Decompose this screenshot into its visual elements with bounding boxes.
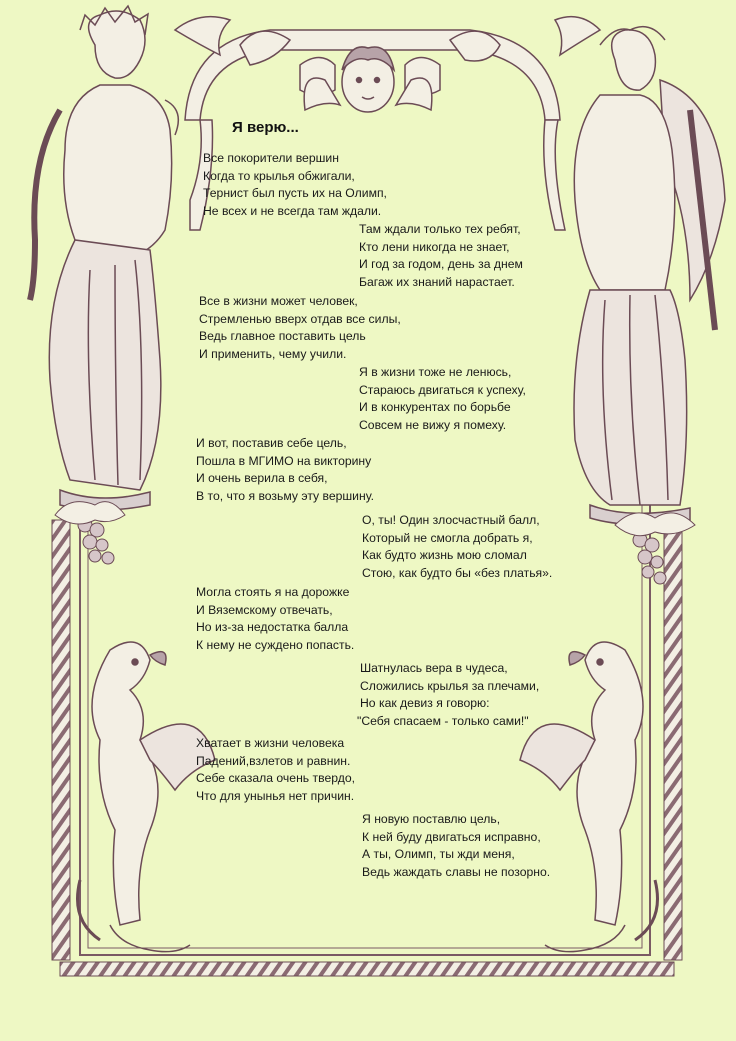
poem-line: Стою, как будто бы «без платья». xyxy=(362,565,553,580)
poem-line: Который не смогла добрать я, xyxy=(362,530,533,545)
stanza-1 xyxy=(203,150,387,220)
poem-line: Все покорители вершин xyxy=(203,151,339,165)
poem-line: Багаж их знаний нарастает. xyxy=(359,274,515,289)
poem-line: Сложились крылья за плечами, xyxy=(360,678,540,693)
poem-line: А ты, Олимп, ты жди меня, xyxy=(362,847,515,861)
poem-line: Там ждали только тех ребят, xyxy=(359,222,521,236)
poem-line: И вот, поставив себе цель, xyxy=(196,436,347,450)
poem-line: Я в жизни тоже не ленюсь, xyxy=(359,365,512,379)
poem-line: Когда то крылья обжигали, xyxy=(203,168,355,183)
cherub-head xyxy=(304,47,432,112)
poem-line: Ведь главное поставить цель xyxy=(199,329,366,343)
stanza-10 xyxy=(362,811,550,881)
stanza-8 xyxy=(357,660,540,730)
poem-line: Падений,взлетов и равнин. xyxy=(196,753,351,768)
poem-line: И очень верила в себя, xyxy=(196,471,328,485)
right-griffin xyxy=(520,642,658,952)
poem-line: Шатнулась вера в чудеса, xyxy=(360,661,508,675)
stanza-9 xyxy=(196,735,355,805)
poem-line: Совсем не вижу я помеху. xyxy=(359,417,507,432)
poem-line: Кто лени никогда не знает, xyxy=(359,239,510,254)
poem-line: Стремленью вверх отдав все силы, xyxy=(199,311,401,326)
poem-line: И год за годом, день за днем xyxy=(359,257,523,271)
poem-line: В то, что я возьму эту вершину. xyxy=(196,488,374,503)
poem-line: Тернист был пусть их на Олимп, xyxy=(203,186,387,200)
poem-title: Я верю... xyxy=(232,119,299,136)
stanza-5 xyxy=(196,435,374,505)
poem-line: Стараюсь двигаться к успеху, xyxy=(359,382,526,397)
poem-line: К нему не суждено попасть. xyxy=(196,637,355,652)
poem-line: Могла стоять я на дорожке xyxy=(196,585,350,599)
poem-line: Я новую поставлю цель, xyxy=(362,812,501,826)
poem-line: Ведь жаждать славы не позорно. xyxy=(362,864,551,879)
stanza-3 xyxy=(199,293,401,363)
poem-line: И Вяземскому отвечать, xyxy=(196,602,333,617)
poem-line: Себе сказала очень твердо, xyxy=(196,771,356,785)
poem-line: Но как девиз я говорю: xyxy=(360,696,490,710)
poem-line: Пошла в МГИМО на викторину xyxy=(196,453,372,468)
poem-line: К ней буду двигаться исправно, xyxy=(362,829,541,844)
poem-line: Что для унынья нет причин. xyxy=(196,788,355,803)
poem-line: И применить, чему учили. xyxy=(199,346,347,361)
left-caryatid xyxy=(30,6,178,510)
poem-line: Не всех и не всегда там ждали. xyxy=(203,203,382,218)
stanza-7 xyxy=(196,584,354,654)
poem-line: "Себя спасаем - только сами!" xyxy=(357,713,529,728)
stanza-2 xyxy=(359,221,523,291)
stanza-6 xyxy=(362,512,552,582)
right-winged-caryatid xyxy=(574,27,725,525)
poem-line: Хватает в жизни человека xyxy=(196,736,345,750)
poem-line: Но из-за недостатка балла xyxy=(196,620,349,634)
poem-line: Все в жизни может человек, xyxy=(199,294,358,308)
left-griffin xyxy=(78,642,216,952)
poem-line: О, ты! Один злосчастный балл, xyxy=(362,513,540,527)
poem-line: Как будто жизнь мою сломал xyxy=(362,548,527,562)
poem-line: И в конкурентах по борьбе xyxy=(359,400,511,414)
stanza-4 xyxy=(359,364,526,434)
